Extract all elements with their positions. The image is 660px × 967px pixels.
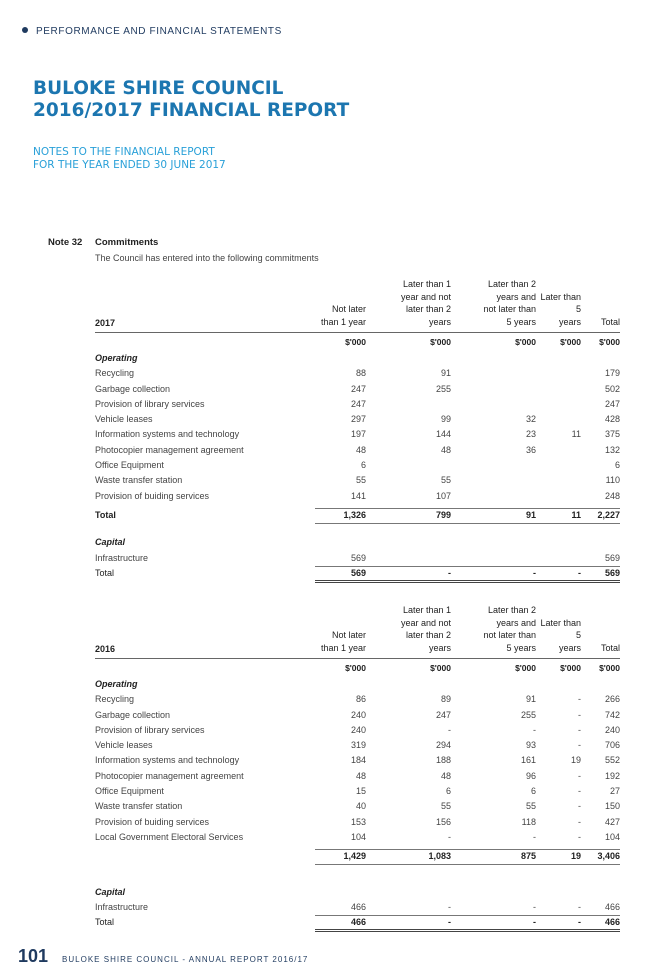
table-row bbox=[95, 799, 620, 814]
report-title bbox=[33, 78, 349, 122]
row-value: 107 bbox=[435, 490, 451, 501]
row-label: Provision of buiding services bbox=[95, 490, 210, 501]
report-subtitle-line1: NOTES TO THE FINANCIAL REPORT bbox=[33, 146, 215, 158]
unit-cell: $'000 bbox=[599, 337, 620, 347]
row-value: 569 bbox=[604, 567, 620, 578]
row-value: - bbox=[533, 567, 536, 578]
operating-label: Operating bbox=[95, 353, 138, 363]
column-header-line: not later than bbox=[483, 304, 536, 314]
capital-rule-bottom bbox=[315, 580, 620, 583]
row-value: 132 bbox=[604, 444, 620, 455]
row-value: 266 bbox=[604, 694, 620, 705]
row-value: 104 bbox=[604, 831, 620, 842]
row-value: 428 bbox=[604, 414, 620, 425]
row-value: 1,326 bbox=[343, 509, 366, 520]
row-label: Total bbox=[95, 567, 115, 578]
row-value: 27 bbox=[609, 786, 620, 797]
row-value: 104 bbox=[350, 831, 366, 842]
row-value: 23 bbox=[525, 429, 536, 440]
operating-heading bbox=[95, 351, 620, 366]
unit-cell: $'000 bbox=[345, 337, 366, 347]
unit-cell: $'000 bbox=[345, 663, 366, 673]
row-value: 375 bbox=[604, 429, 620, 440]
table-row bbox=[95, 366, 620, 381]
row-value: - bbox=[578, 740, 581, 751]
capital-label: Capital bbox=[95, 886, 126, 897]
row-value: 179 bbox=[604, 368, 620, 379]
capital-heading bbox=[95, 885, 620, 900]
column-header-c3 bbox=[451, 278, 536, 328]
row-value: 55 bbox=[525, 801, 536, 812]
row-value: 297 bbox=[350, 414, 366, 425]
column-header-line: later than 2 bbox=[405, 304, 451, 314]
row-value: 11 bbox=[571, 509, 581, 520]
row-value: 255 bbox=[435, 383, 451, 394]
row-value: - bbox=[578, 917, 581, 928]
row-value: 55 bbox=[440, 801, 451, 812]
row-value: 6 bbox=[445, 786, 451, 797]
total-rule-top bbox=[315, 508, 620, 509]
row-label: Vehicle leases bbox=[95, 740, 153, 751]
row-value: - bbox=[533, 831, 536, 842]
row-value: 99 bbox=[440, 414, 451, 425]
row-value: 153 bbox=[350, 816, 366, 827]
row-value: 11 bbox=[571, 429, 581, 440]
table-row bbox=[95, 427, 620, 442]
row-value: 144 bbox=[435, 429, 451, 440]
column-header-line: Total bbox=[600, 642, 620, 653]
column-header-line: years and bbox=[496, 291, 536, 302]
row-label: Recycling bbox=[95, 368, 135, 379]
row-value: 48 bbox=[355, 770, 366, 781]
column-header-line: Later than 2 bbox=[487, 279, 536, 289]
capital-rule-top bbox=[315, 566, 620, 567]
row-value: 197 bbox=[350, 429, 366, 440]
unit-cell: $'000 bbox=[430, 663, 451, 673]
row-value: 294 bbox=[435, 740, 451, 751]
column-header-c2 bbox=[366, 278, 451, 328]
row-value: 569 bbox=[604, 552, 620, 563]
column-header-c2 bbox=[366, 604, 451, 654]
row-value: - bbox=[578, 770, 581, 781]
row-label: Recycling bbox=[95, 694, 135, 705]
row-value: 799 bbox=[435, 509, 451, 520]
table-header bbox=[95, 594, 620, 654]
row-label: Waste transfer station bbox=[95, 475, 183, 486]
row-value: - bbox=[578, 801, 581, 812]
table-row bbox=[95, 489, 620, 504]
unit-cell: $'000 bbox=[515, 337, 536, 347]
row-value: 48 bbox=[440, 770, 451, 781]
row-value: 19 bbox=[570, 755, 581, 766]
capital-total-row bbox=[95, 566, 620, 581]
table-row bbox=[95, 473, 620, 488]
row-value: 91 bbox=[525, 509, 536, 520]
row-value: 55 bbox=[440, 475, 451, 486]
row-value: 86 bbox=[355, 694, 366, 705]
table-row bbox=[95, 815, 620, 830]
table-row bbox=[95, 723, 620, 738]
table-row bbox=[95, 784, 620, 799]
table-row bbox=[95, 900, 620, 915]
row-value: 88 bbox=[355, 368, 366, 379]
report-title-line2: 2016/2017 FINANCIAL REPORT bbox=[33, 100, 350, 121]
row-label: Total bbox=[95, 509, 116, 520]
total-rule-bottom bbox=[315, 523, 620, 524]
row-value: 247 bbox=[604, 398, 620, 409]
row-value: 247 bbox=[350, 398, 366, 409]
row-value: 466 bbox=[350, 901, 366, 912]
row-value: 502 bbox=[604, 383, 620, 394]
capital-rule-bottom bbox=[315, 929, 620, 932]
column-header-c5 bbox=[581, 316, 620, 329]
column-header-line: Later than 1 bbox=[402, 605, 451, 615]
row-value: 706 bbox=[604, 740, 620, 751]
total-rule-bottom bbox=[315, 864, 620, 865]
note-title: Commitments bbox=[95, 237, 159, 248]
row-value: 466 bbox=[604, 901, 620, 912]
row-value: 161 bbox=[520, 755, 536, 766]
column-header-line: Not later bbox=[331, 304, 366, 314]
row-value: - bbox=[578, 709, 581, 720]
row-label: Vehicle leases bbox=[95, 414, 153, 425]
row-value: 319 bbox=[350, 740, 366, 751]
column-header-line: later than 2 bbox=[405, 630, 451, 640]
row-value: - bbox=[533, 917, 536, 928]
capital-heading bbox=[95, 535, 620, 550]
units-row bbox=[95, 658, 620, 677]
row-value: 110 bbox=[605, 475, 620, 486]
footer-text: BULOKE SHIRE COUNCIL - ANNUAL REPORT 2016/17 bbox=[62, 955, 309, 964]
column-header-line: 5 years bbox=[506, 642, 536, 653]
row-value: 89 bbox=[440, 694, 451, 705]
row-value: - bbox=[578, 786, 581, 797]
operating-heading bbox=[95, 677, 620, 692]
row-value: 569 bbox=[350, 567, 366, 578]
column-header-c5 bbox=[581, 642, 620, 655]
row-value: - bbox=[448, 831, 451, 842]
row-label: Infrastructure bbox=[95, 901, 149, 912]
note-label: Note 32 bbox=[48, 237, 83, 248]
row-value: - bbox=[578, 694, 581, 705]
row-value: 466 bbox=[350, 917, 366, 928]
table-row bbox=[95, 753, 620, 768]
column-header-line: years and bbox=[496, 617, 536, 628]
column-header-c1 bbox=[280, 629, 366, 654]
column-header-line: years bbox=[428, 316, 451, 327]
row-value: 55 bbox=[355, 475, 366, 486]
row-value: 1,083 bbox=[428, 851, 451, 862]
row-label: Information systems and technology bbox=[95, 755, 240, 766]
row-value: 156 bbox=[435, 816, 451, 827]
row-label: Provision of library services bbox=[95, 724, 205, 735]
row-value: 2,227 bbox=[597, 509, 620, 520]
row-label: Infrastructure bbox=[95, 552, 149, 563]
unit-cell: $'000 bbox=[599, 663, 620, 673]
row-value: 466 bbox=[604, 917, 620, 928]
row-value: 6 bbox=[614, 460, 620, 471]
table-row bbox=[95, 830, 620, 845]
row-value: 248 bbox=[604, 490, 620, 501]
row-value: 6 bbox=[360, 460, 366, 471]
page-number: 101 bbox=[18, 946, 49, 966]
table-header bbox=[95, 268, 620, 328]
column-header-c4 bbox=[536, 291, 581, 329]
row-value: - bbox=[448, 901, 451, 912]
row-value: 96 bbox=[525, 770, 536, 781]
row-value: - bbox=[578, 816, 581, 827]
row-value: 6 bbox=[530, 786, 536, 797]
row-label: Garbage collection bbox=[95, 383, 171, 394]
report-subtitle-line2: FOR THE YEAR ENDED 30 JUNE 2017 bbox=[33, 159, 226, 171]
operating-label: Operating bbox=[95, 679, 138, 689]
row-value: 192 bbox=[604, 770, 620, 781]
section-header-text: PERFORMANCE AND FINANCIAL STATEMENTS bbox=[36, 26, 282, 37]
column-header-line: Later than 2 bbox=[487, 605, 536, 615]
row-label: Office Equipment bbox=[95, 460, 164, 471]
table-row bbox=[95, 412, 620, 427]
capital-label: Capital bbox=[95, 537, 126, 548]
table-row bbox=[95, 443, 620, 458]
bullet-icon bbox=[22, 27, 28, 33]
commitments-table-2016 bbox=[95, 594, 620, 930]
row-value: 240 bbox=[350, 709, 366, 720]
column-header-c4 bbox=[536, 617, 581, 655]
column-header-line: than 1 year bbox=[320, 642, 366, 653]
row-value: - bbox=[448, 917, 451, 928]
row-label: Waste transfer station bbox=[95, 801, 183, 812]
table-year: 2017 bbox=[95, 318, 116, 328]
row-label: Garbage collection bbox=[95, 709, 171, 720]
row-value: 255 bbox=[520, 709, 536, 720]
row-value: - bbox=[578, 831, 581, 842]
table-row bbox=[95, 769, 620, 784]
row-value: 15 bbox=[355, 786, 366, 797]
column-header-c3 bbox=[451, 604, 536, 654]
row-value: 91 bbox=[440, 368, 451, 379]
report-title-line1: BULOKE SHIRE COUNCIL bbox=[33, 78, 284, 99]
column-header-line: Not later bbox=[331, 630, 366, 640]
row-value: 150 bbox=[604, 801, 620, 812]
row-value: 48 bbox=[440, 444, 451, 455]
column-header-line: than 1 year bbox=[320, 316, 366, 327]
table-row bbox=[95, 551, 620, 566]
table-row bbox=[95, 708, 620, 723]
unit-cell: $'000 bbox=[560, 663, 581, 673]
total-rule-top bbox=[315, 849, 620, 850]
unit-cell: $'000 bbox=[515, 663, 536, 673]
column-header-line: Later than 5 bbox=[540, 617, 581, 640]
row-value: 32 bbox=[525, 414, 536, 425]
table-row bbox=[95, 397, 620, 412]
row-value: 427 bbox=[604, 816, 620, 827]
row-value: 875 bbox=[520, 851, 536, 862]
column-header-line: years bbox=[558, 316, 581, 327]
row-value: 184 bbox=[350, 755, 366, 766]
row-value: 93 bbox=[525, 740, 536, 751]
row-value: 742 bbox=[604, 709, 620, 720]
row-value: 141 bbox=[350, 490, 366, 501]
table-year: 2016 bbox=[95, 644, 116, 654]
report-subtitle bbox=[33, 146, 226, 172]
row-label: Provision of buiding services bbox=[95, 816, 210, 827]
column-header-line: Total bbox=[600, 316, 620, 327]
column-header-c1 bbox=[280, 303, 366, 328]
capital-rule-top bbox=[315, 915, 620, 916]
row-value: - bbox=[448, 567, 451, 578]
row-value: 91 bbox=[525, 694, 536, 705]
row-value: 118 bbox=[521, 816, 536, 827]
row-label: Local Government Electoral Services bbox=[95, 831, 244, 842]
row-value: - bbox=[533, 724, 536, 735]
table-row bbox=[95, 382, 620, 397]
row-value: - bbox=[578, 724, 581, 735]
row-value: 48 bbox=[355, 444, 366, 455]
column-header-line: 5 years bbox=[506, 316, 536, 327]
row-value: - bbox=[448, 724, 451, 735]
commitments-table-2017 bbox=[95, 268, 620, 581]
row-label: Provision of library services bbox=[95, 398, 205, 409]
row-value: 247 bbox=[435, 709, 451, 720]
table-row bbox=[95, 692, 620, 707]
row-label: Office Equipment bbox=[95, 786, 164, 797]
column-header-line: not later than bbox=[483, 630, 536, 640]
column-header-line: Later than 5 bbox=[540, 291, 581, 314]
row-value: 569 bbox=[350, 552, 366, 563]
row-value: 247 bbox=[350, 383, 366, 394]
row-value: 3,406 bbox=[597, 851, 620, 862]
section-header bbox=[22, 26, 282, 37]
row-value: - bbox=[578, 567, 581, 578]
table-row bbox=[95, 738, 620, 753]
unit-cell: $'000 bbox=[430, 337, 451, 347]
column-header-line: Later than 1 bbox=[402, 279, 451, 289]
row-value: 1,429 bbox=[343, 851, 366, 862]
note-intro: The Council has entered into the following commitments bbox=[95, 253, 319, 263]
row-value: 36 bbox=[525, 444, 536, 455]
column-header-line: year and not bbox=[400, 617, 451, 628]
capital-total-row bbox=[95, 915, 620, 930]
row-value: 188 bbox=[435, 755, 451, 766]
column-header-line: years bbox=[428, 642, 451, 653]
row-value: 240 bbox=[350, 724, 366, 735]
total-row bbox=[95, 508, 620, 523]
row-value: 19 bbox=[570, 851, 581, 862]
table-row bbox=[95, 458, 620, 473]
page-footer bbox=[18, 946, 308, 967]
row-label: Photocopier management agreement bbox=[95, 770, 244, 781]
row-label: Photocopier management agreement bbox=[95, 444, 244, 455]
total-row bbox=[95, 849, 620, 864]
row-label: Total bbox=[95, 917, 115, 928]
column-header-line: years bbox=[558, 642, 581, 653]
row-value: 552 bbox=[604, 755, 620, 766]
row-value: 240 bbox=[604, 724, 620, 735]
unit-cell: $'000 bbox=[560, 337, 581, 347]
column-header-line: year and not bbox=[400, 291, 451, 302]
row-label: Information systems and technology bbox=[95, 429, 240, 440]
units-row bbox=[95, 332, 620, 351]
row-value: - bbox=[578, 901, 581, 912]
row-value: - bbox=[533, 901, 536, 912]
row-value: 40 bbox=[355, 801, 366, 812]
